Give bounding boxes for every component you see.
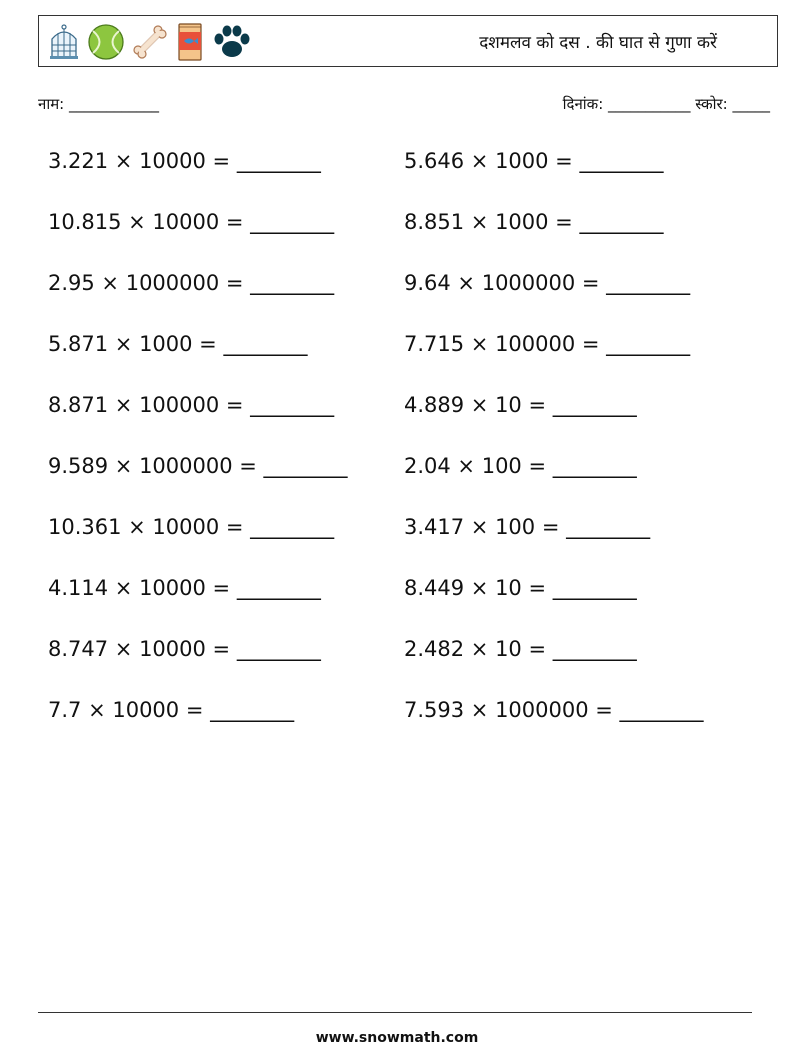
tennis-ball-icon	[87, 23, 125, 61]
name-field: नाम: ____________	[38, 95, 160, 113]
problem-left-10: 7.7 × 10000 = ________	[48, 698, 295, 722]
problem-left-6: 9.589 × 1000000 = ________	[48, 454, 348, 478]
problem-left-8: 4.114 × 10000 = ________	[48, 576, 321, 600]
problem-left-3: 2.95 × 1000000 = ________	[48, 271, 335, 295]
worksheet-header	[38, 15, 778, 67]
birdcage-icon	[47, 23, 81, 61]
problem-left-2: 10.815 × 10000 = ________	[48, 210, 335, 234]
problem-right-9: 2.482 × 10 = ________	[404, 637, 637, 661]
worksheet-title: दशमलव को दस . की घात से गुणा करें	[479, 33, 717, 53]
problem-right-10: 7.593 × 1000000 = ________	[404, 698, 704, 722]
problem-right-1: 5.646 × 1000 = ________	[404, 149, 664, 173]
problem-right-6: 2.04 × 100 = ________	[404, 454, 637, 478]
problem-left-4: 5.871 × 1000 = ________	[48, 332, 308, 356]
paw-print-icon	[211, 23, 253, 61]
footer-website: www.snowmath.com	[315, 1030, 479, 1046]
bone-icon	[131, 23, 169, 61]
footer-divider	[38, 1012, 752, 1013]
problem-left-9: 8.747 × 10000 = ________	[48, 637, 321, 661]
problem-left-1: 3.221 × 10000 = ________	[48, 149, 321, 173]
problem-right-7: 3.417 × 100 = ________	[404, 515, 651, 539]
problem-right-4: 7.715 × 100000 = ________	[404, 332, 691, 356]
problem-right-3: 9.64 × 1000000 = ________	[404, 271, 691, 295]
problem-right-2: 8.851 × 1000 = ________	[404, 210, 664, 234]
problem-right-5: 4.889 × 10 = ________	[404, 393, 637, 417]
problem-left-7: 10.361 × 10000 = ________	[48, 515, 335, 539]
problem-right-8: 8.449 × 10 = ________	[404, 576, 637, 600]
fish-food-bag-icon	[175, 22, 205, 62]
date-score-field: दिनांक: ___________ स्कोर: _____	[562, 95, 770, 113]
problem-left-5: 8.871 × 100000 = ________	[48, 393, 335, 417]
icon-strip	[47, 22, 253, 62]
